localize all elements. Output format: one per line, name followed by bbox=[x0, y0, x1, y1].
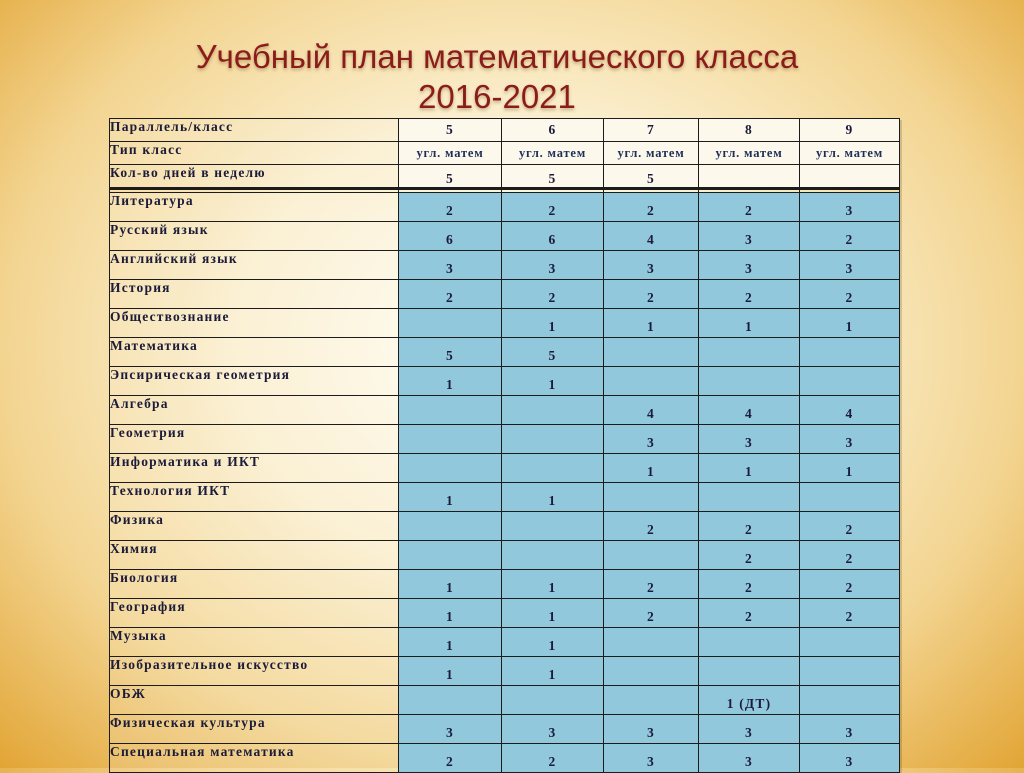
hours-cell: 3 bbox=[399, 715, 502, 744]
hours-cell: 1 bbox=[399, 367, 502, 396]
subject-row bbox=[110, 657, 900, 686]
header-label: Кол-во дней в неделю bbox=[110, 165, 399, 189]
hours-cell bbox=[604, 628, 699, 657]
hours-cell: 2 bbox=[502, 744, 604, 773]
header-cell: угл. матем bbox=[604, 142, 699, 165]
hours-cell: 2 bbox=[502, 280, 604, 309]
hours-cell: 2 bbox=[699, 599, 800, 628]
hours-cell: 2 bbox=[699, 512, 800, 541]
header-cell: 7 bbox=[604, 119, 699, 142]
subject-row bbox=[110, 599, 900, 628]
hours-cell: 2 bbox=[604, 599, 699, 628]
hours-cell bbox=[699, 367, 800, 396]
hours-cell: 4 bbox=[604, 222, 699, 251]
hours-cell bbox=[699, 483, 800, 512]
subject-name: История bbox=[110, 280, 399, 309]
hours-cell bbox=[604, 686, 699, 715]
hours-cell: 4 bbox=[800, 396, 900, 425]
hours-cell: 3 bbox=[800, 744, 900, 773]
subject-row bbox=[110, 280, 900, 309]
hours-cell: 2 bbox=[800, 541, 900, 570]
hours-cell: 1 bbox=[699, 309, 800, 338]
hours-cell bbox=[800, 483, 900, 512]
hours-cell bbox=[699, 338, 800, 367]
hours-cell bbox=[399, 425, 502, 454]
subject-row bbox=[110, 425, 900, 454]
subject-name: Физика bbox=[110, 512, 399, 541]
hours-cell: 1 (ДТ) bbox=[699, 686, 800, 715]
hours-cell: 3 bbox=[800, 715, 900, 744]
header-cell: угл. матем bbox=[399, 142, 502, 165]
hours-cell: 6 bbox=[399, 222, 502, 251]
hours-cell: 2 bbox=[604, 280, 699, 309]
hours-cell bbox=[399, 396, 502, 425]
hours-cell: 2 bbox=[604, 512, 699, 541]
hours-cell bbox=[800, 628, 900, 657]
header-cell: угл. матем bbox=[800, 142, 900, 165]
hours-cell bbox=[399, 686, 502, 715]
subject-name: Литература bbox=[110, 193, 399, 222]
subject-name: География bbox=[110, 599, 399, 628]
hours-cell: 4 bbox=[699, 396, 800, 425]
hours-cell: 5 bbox=[502, 338, 604, 367]
hours-cell: 5 bbox=[399, 338, 502, 367]
hours-cell: 3 bbox=[800, 251, 900, 280]
subject-name: Химия bbox=[110, 541, 399, 570]
header-cell: угл. матем bbox=[699, 142, 800, 165]
subject-name: Изобразительное искусство bbox=[110, 657, 399, 686]
hours-cell: 2 bbox=[699, 570, 800, 599]
subject-name: Геометрия bbox=[110, 425, 399, 454]
hours-cell: 3 bbox=[699, 425, 800, 454]
hours-cell: 3 bbox=[800, 425, 900, 454]
hours-cell bbox=[800, 367, 900, 396]
hours-cell: 1 bbox=[502, 599, 604, 628]
subject-name: Математика bbox=[110, 338, 399, 367]
curriculum-table bbox=[109, 118, 900, 773]
hours-cell: 3 bbox=[699, 222, 800, 251]
header-label: Параллель/класс bbox=[110, 119, 399, 142]
hours-cell: 2 bbox=[399, 193, 502, 222]
hours-cell bbox=[399, 541, 502, 570]
subject-row bbox=[110, 251, 900, 280]
hours-cell: 6 bbox=[502, 222, 604, 251]
hours-cell: 3 bbox=[399, 251, 502, 280]
header-cell bbox=[800, 165, 900, 189]
hours-cell bbox=[502, 512, 604, 541]
hours-cell bbox=[800, 338, 900, 367]
hours-cell: 2 bbox=[699, 193, 800, 222]
hours-cell bbox=[502, 541, 604, 570]
header-cell: 6 bbox=[502, 119, 604, 142]
hours-cell: 3 bbox=[699, 251, 800, 280]
hours-cell: 1 bbox=[399, 599, 502, 628]
hours-cell bbox=[604, 657, 699, 686]
hours-cell: 1 bbox=[800, 454, 900, 483]
hours-cell bbox=[502, 686, 604, 715]
subject-row bbox=[110, 396, 900, 425]
hours-cell: 1 bbox=[699, 454, 800, 483]
subject-name: Музыка bbox=[110, 628, 399, 657]
hours-cell: 2 bbox=[699, 280, 800, 309]
subject-row bbox=[110, 222, 900, 251]
hours-cell: 1 bbox=[502, 628, 604, 657]
hours-cell bbox=[604, 541, 699, 570]
header-cell: 9 bbox=[800, 119, 900, 142]
hours-cell: 1 bbox=[399, 570, 502, 599]
subject-row bbox=[110, 715, 900, 744]
hours-cell bbox=[502, 396, 604, 425]
subject-row bbox=[110, 570, 900, 599]
hours-cell: 1 bbox=[399, 628, 502, 657]
header-cell: 5 bbox=[399, 165, 502, 189]
hours-cell: 3 bbox=[800, 193, 900, 222]
hours-cell bbox=[699, 628, 800, 657]
hours-cell: 4 bbox=[604, 396, 699, 425]
hours-cell bbox=[699, 657, 800, 686]
subject-row bbox=[110, 512, 900, 541]
hours-cell: 2 bbox=[800, 570, 900, 599]
hours-cell: 2 bbox=[502, 193, 604, 222]
hours-cell: 1 bbox=[502, 367, 604, 396]
page-title: Учебный план математического класса bbox=[195, 38, 799, 75]
subject-name: Английский язык bbox=[110, 251, 399, 280]
page-subtitle-years: 2016-2021 bbox=[418, 78, 576, 115]
subject-row bbox=[110, 193, 900, 222]
subject-row bbox=[110, 338, 900, 367]
header-cell: 5 bbox=[399, 119, 502, 142]
hours-cell: 1 bbox=[399, 483, 502, 512]
hours-cell: 2 bbox=[800, 280, 900, 309]
hours-cell: 1 bbox=[604, 309, 699, 338]
hours-cell: 3 bbox=[604, 715, 699, 744]
header-row bbox=[110, 165, 900, 189]
curriculum-table-body bbox=[110, 119, 900, 773]
subject-row bbox=[110, 541, 900, 570]
subject-row bbox=[110, 483, 900, 512]
hours-cell: 2 bbox=[699, 541, 800, 570]
hours-cell bbox=[604, 483, 699, 512]
subject-row bbox=[110, 454, 900, 483]
subject-name: Физическая культура bbox=[110, 715, 399, 744]
subject-name: Информатика и ИКТ bbox=[110, 454, 399, 483]
header-cell: 8 bbox=[699, 119, 800, 142]
header-cell: 5 bbox=[604, 165, 699, 189]
hours-cell bbox=[800, 686, 900, 715]
subject-name: Специальная математика bbox=[110, 744, 399, 773]
hours-cell: 2 bbox=[800, 222, 900, 251]
hours-cell: 3 bbox=[699, 744, 800, 773]
subject-name: Эпсирическая геометрия bbox=[110, 367, 399, 396]
hours-cell bbox=[604, 367, 699, 396]
hours-cell: 3 bbox=[604, 251, 699, 280]
hours-cell bbox=[800, 657, 900, 686]
subject-row bbox=[110, 744, 900, 773]
hours-cell bbox=[502, 425, 604, 454]
subject-row bbox=[110, 628, 900, 657]
subject-name: ОБЖ bbox=[110, 686, 399, 715]
subject-name: Биология bbox=[110, 570, 399, 599]
hours-cell: 1 bbox=[800, 309, 900, 338]
hours-cell: 1 bbox=[604, 454, 699, 483]
hours-cell: 3 bbox=[604, 425, 699, 454]
subject-name: Технология ИКТ bbox=[110, 483, 399, 512]
hours-cell: 2 bbox=[604, 193, 699, 222]
header-row bbox=[110, 142, 900, 165]
hours-cell: 2 bbox=[399, 280, 502, 309]
header-cell bbox=[699, 165, 800, 189]
subject-name: Обществознание bbox=[110, 309, 399, 338]
header-label: Тип класс bbox=[110, 142, 399, 165]
hours-cell: 1 bbox=[502, 309, 604, 338]
hours-cell bbox=[399, 309, 502, 338]
hours-cell bbox=[399, 512, 502, 541]
hours-cell: 3 bbox=[699, 715, 800, 744]
hours-cell bbox=[399, 454, 502, 483]
hours-cell: 2 bbox=[399, 744, 502, 773]
hours-cell: 1 bbox=[502, 570, 604, 599]
header-cell: 5 bbox=[502, 165, 604, 189]
hours-cell: 3 bbox=[502, 715, 604, 744]
hours-cell: 2 bbox=[800, 599, 900, 628]
hours-cell: 1 bbox=[502, 657, 604, 686]
header-row bbox=[110, 119, 900, 142]
hours-cell bbox=[604, 338, 699, 367]
subject-row bbox=[110, 367, 900, 396]
hours-cell: 3 bbox=[604, 744, 699, 773]
subject-name: Русский язык bbox=[110, 222, 399, 251]
hours-cell: 1 bbox=[399, 657, 502, 686]
subject-row bbox=[110, 686, 900, 715]
hours-cell: 2 bbox=[604, 570, 699, 599]
subject-row bbox=[110, 309, 900, 338]
header-cell: угл. матем bbox=[502, 142, 604, 165]
hours-cell: 2 bbox=[800, 512, 900, 541]
subject-name: Алгебра bbox=[110, 396, 399, 425]
hours-cell: 1 bbox=[502, 483, 604, 512]
hours-cell: 3 bbox=[502, 251, 604, 280]
hours-cell bbox=[502, 454, 604, 483]
